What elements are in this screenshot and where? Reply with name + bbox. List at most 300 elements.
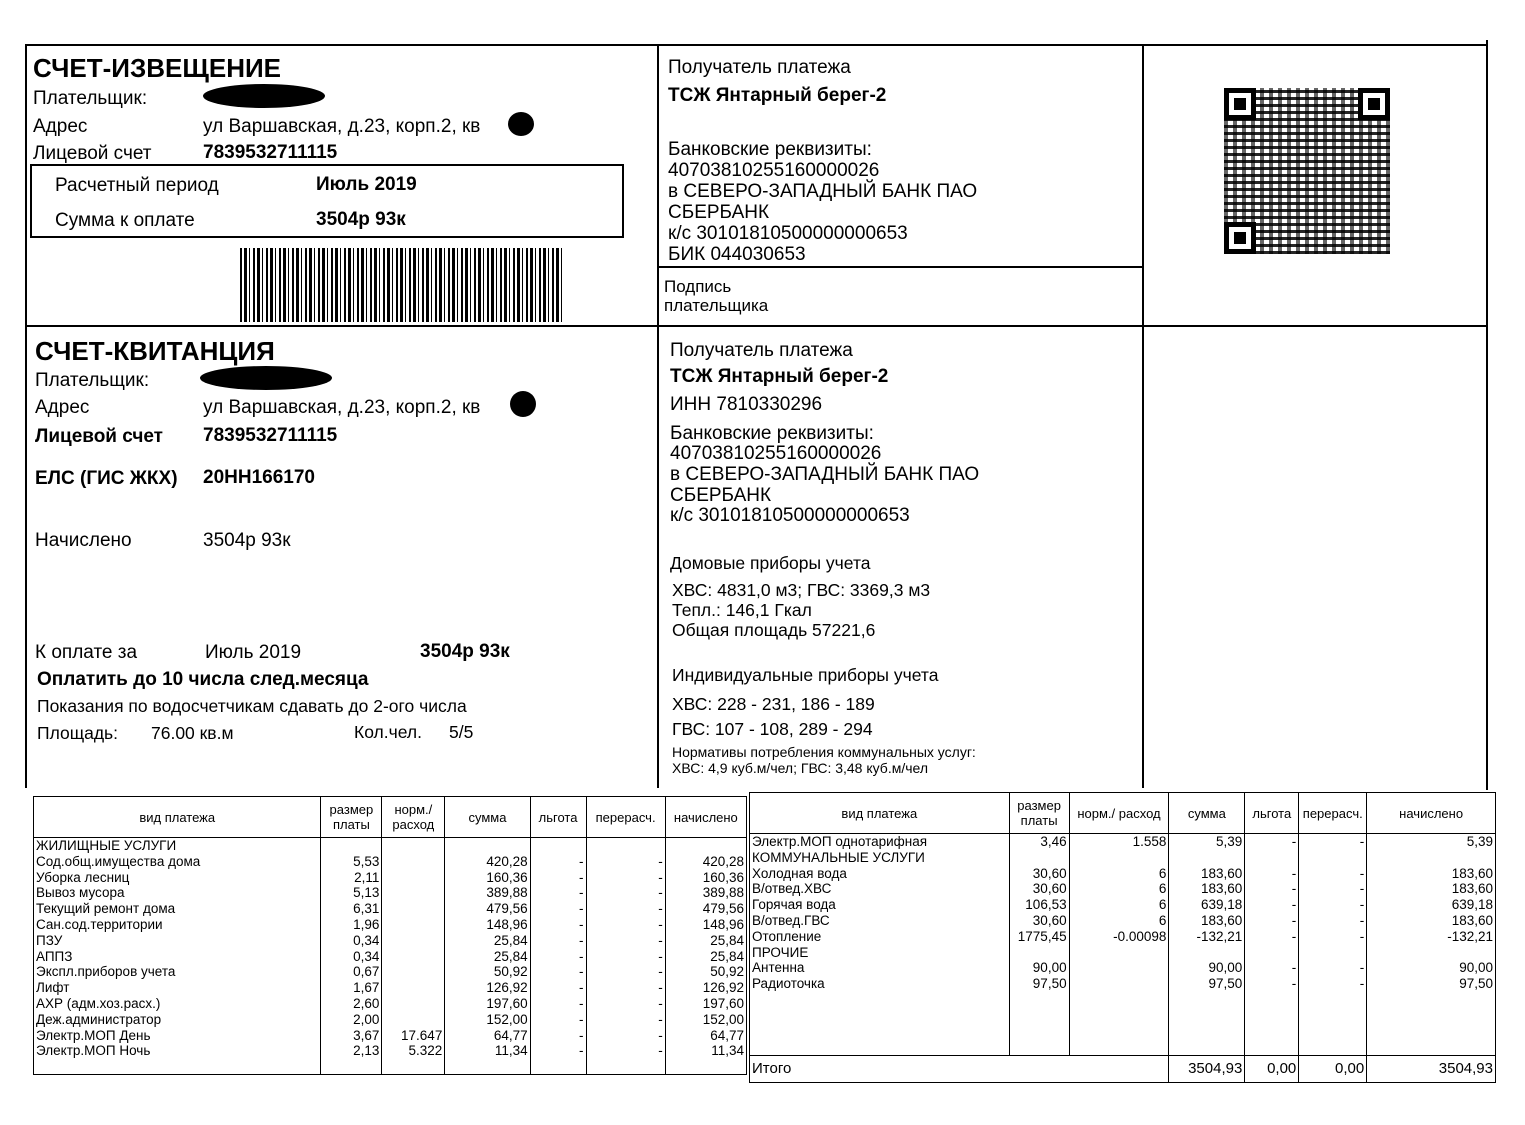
table-filler-row <box>750 992 1496 1008</box>
house-meters-label: Домовые приборы учета <box>670 553 871 573</box>
cell-recalc: - <box>586 1012 665 1028</box>
cell-charged: 5,39 <box>1367 834 1496 850</box>
receipt-recipient-label: Получатель платежа <box>670 340 853 361</box>
header-sum: сумма <box>1169 793 1245 834</box>
redacted-apartment-mark-2 <box>510 391 536 417</box>
payment-deadline: Оплатить до 10 числа след.месяца <box>37 669 369 690</box>
table-row <box>34 854 747 870</box>
table-row <box>750 945 1496 961</box>
cell-charged: 479,56 <box>665 901 746 917</box>
cell-recalc: - <box>586 1028 665 1044</box>
right-table-body <box>750 834 1496 1056</box>
cell-norm: 5.322 <box>382 1043 445 1059</box>
empty-cell <box>321 1059 382 1075</box>
norms-line-1: Нормативы потребления коммунальных услуг: <box>672 744 976 760</box>
cell-sum: 148,96 <box>445 917 530 933</box>
empty-cell <box>750 1024 1010 1040</box>
cell-sum: 160,36 <box>445 870 530 886</box>
notice-bank-label: Банковские реквизиты: <box>668 139 872 160</box>
cell-norm: 6 <box>1069 881 1169 897</box>
cell-recalc: - <box>586 980 665 996</box>
cell-rate: 6,31 <box>321 901 382 917</box>
meters-note: Показания по водосчетчикам сдавать до 2-ого числа <box>37 696 467 716</box>
total-label: Итого <box>750 1055 1169 1082</box>
cell-name: Сод.общ.имущества дома <box>34 854 321 870</box>
header-charged: начислено <box>1367 793 1496 834</box>
empty-cell <box>665 1059 746 1075</box>
cell-name: Электр.МОП однотарифная <box>750 834 1010 850</box>
cell-rate: 1,67 <box>321 980 382 996</box>
cell-benefit: - <box>530 964 586 980</box>
notice-payer-label: Плательщик: <box>33 88 148 109</box>
empty-cell <box>1367 992 1496 1008</box>
table-row <box>34 980 747 996</box>
cell-rate: 1,96 <box>321 917 382 933</box>
receipt-account-label: Лицевой счет <box>35 426 163 447</box>
period-label: Расчетный период <box>55 175 219 196</box>
header-benefit: льгота <box>530 797 586 838</box>
cell-charged: 639,18 <box>1367 897 1496 913</box>
notice-recipient-name: ТСЖ Янтарный берег-2 <box>668 85 887 106</box>
cell-sum: 183,60 <box>1169 913 1245 929</box>
empty-cell <box>382 1059 445 1075</box>
header-recalc: перерасч. <box>586 797 665 838</box>
cell-charged: 160,36 <box>665 870 746 886</box>
cell-norm <box>382 838 445 854</box>
left-table-body <box>34 838 747 1075</box>
notice-bank-name-1: в СЕВЕРО-ЗАПАДНЫЙ БАНК ПАО <box>668 181 978 202</box>
ind-meters-line-1: ХВС: 228 - 231, 186 - 189 <box>672 694 875 714</box>
cell-name: Текущий ремонт дома <box>34 901 321 917</box>
receipt-address-label: Адрес <box>35 397 90 418</box>
cell-rate: 2,60 <box>321 996 382 1012</box>
receipt-bank-name-2: СБЕРБАНК <box>670 485 772 506</box>
empty-cell <box>1169 1039 1245 1055</box>
empty-cell <box>1009 1024 1069 1040</box>
header-rate: размер платы <box>1009 793 1069 834</box>
cell-recalc: - <box>1299 929 1367 945</box>
cell-sum: -132,21 <box>1169 929 1245 945</box>
cell-sum: 90,00 <box>1169 960 1245 976</box>
period-value: Июль 2019 <box>316 174 417 195</box>
cell-benefit: - <box>530 996 586 1012</box>
cell-charged: 90,00 <box>1367 960 1496 976</box>
empty-cell <box>1367 1039 1496 1055</box>
notice-bik: БИК 044030653 <box>668 244 806 265</box>
cell-rate <box>1009 850 1069 866</box>
table-row <box>34 885 747 901</box>
cell-rate: 30,60 <box>1009 881 1069 897</box>
cell-charged: 97,50 <box>1367 976 1496 992</box>
table-row <box>750 913 1496 929</box>
cell-sum: 183,60 <box>1169 881 1245 897</box>
empty-cell <box>1169 1008 1245 1024</box>
receipt-bank-label: Банковские реквизиты: <box>670 423 874 444</box>
receipt-inn: ИНН 7810330296 <box>670 394 823 415</box>
notice-recipient-label: Получатель платежа <box>668 57 851 78</box>
cell-name: В/отвед.ГВС <box>750 913 1010 929</box>
cell-benefit: - <box>530 1012 586 1028</box>
cell-name: Вывоз мусора <box>34 885 321 901</box>
empty-cell <box>1367 1024 1496 1040</box>
table-row <box>750 881 1496 897</box>
pay-for-period: Июль 2019 <box>205 642 302 663</box>
cell-sum: 50,92 <box>445 964 530 980</box>
cell-charged: 152,00 <box>665 1012 746 1028</box>
cell-sum: 126,92 <box>445 980 530 996</box>
empty-cell <box>1069 992 1169 1008</box>
empty-cell <box>1169 1024 1245 1040</box>
cell-charged: 183,60 <box>1367 913 1496 929</box>
table-header-row <box>34 797 747 838</box>
els-value: 20НН166170 <box>203 467 315 488</box>
cell-rate: 2,13 <box>321 1043 382 1059</box>
cell-recalc <box>1299 945 1367 961</box>
cell-charged: 50,92 <box>665 964 746 980</box>
cell-name: Экспл.приборов учета <box>34 964 321 980</box>
pay-for-label: К оплате за <box>35 642 138 663</box>
empty-cell <box>1009 992 1069 1008</box>
signature-label-1: Подпись <box>664 277 732 296</box>
qr-separator <box>1142 44 1144 788</box>
total-sum: 3504,93 <box>1169 1055 1245 1082</box>
empty-cell <box>34 1059 321 1075</box>
cell-rate: 0,34 <box>321 933 382 949</box>
cell-recalc: - <box>1299 913 1367 929</box>
cell-name: Сан.сод.территории <box>34 917 321 933</box>
cell-sum: 64,77 <box>445 1028 530 1044</box>
table-row <box>750 960 1496 976</box>
qr-code <box>1224 88 1390 254</box>
cell-charged: 25,84 <box>665 949 746 965</box>
empty-cell <box>1367 1008 1496 1024</box>
cell-name: КОММУНАЛЬНЫЕ УСЛУГИ <box>750 850 1010 866</box>
cell-sum <box>1169 850 1245 866</box>
cell-name: АППЗ <box>34 949 321 965</box>
cell-recalc: - <box>1299 866 1367 882</box>
cell-rate: 2,00 <box>321 1012 382 1028</box>
empty-cell <box>750 1039 1010 1055</box>
cell-rate: 97,50 <box>1009 976 1069 992</box>
cell-rate <box>1009 945 1069 961</box>
cell-norm <box>382 949 445 965</box>
notice-account-value: 7839532711115 <box>203 142 338 163</box>
cell-norm <box>382 870 445 886</box>
cell-name: Радиоточка <box>750 976 1010 992</box>
table-row <box>34 949 747 965</box>
header-charged: начислено <box>665 797 746 838</box>
cell-rate: 0,34 <box>321 949 382 965</box>
empty-cell <box>1069 1024 1169 1040</box>
cell-rate: 0,67 <box>321 964 382 980</box>
cell-norm <box>382 854 445 870</box>
header-recalc: перерасч. <box>1299 793 1367 834</box>
table-row <box>34 901 747 917</box>
table-row <box>750 976 1496 992</box>
receipt-corr-account: к/с 30101810500000000653 <box>670 505 910 521</box>
empty-cell <box>445 1059 530 1075</box>
table-row <box>34 1028 747 1044</box>
cell-norm: 6 <box>1069 866 1169 882</box>
cell-recalc: - <box>586 901 665 917</box>
receipt-bank-name-1: в СЕВЕРО-ЗАПАДНЫЙ БАНК ПАО <box>670 464 980 485</box>
left-border <box>25 44 27 788</box>
notice-bank-account: 40703810255160000026 <box>668 160 880 181</box>
cell-recalc: - <box>586 949 665 965</box>
qr-finder-top-left <box>1224 88 1256 120</box>
notice-address-label: Адрес <box>33 116 88 137</box>
table-filler-row <box>34 1059 747 1075</box>
cell-name: Уборка лесниц <box>34 870 321 886</box>
cell-rate <box>321 838 382 854</box>
cell-name: ЖИЛИЩНЫЕ УСЛУГИ <box>34 838 321 854</box>
table-row <box>34 838 747 854</box>
cell-name: В/отвед.ХВС <box>750 881 1010 897</box>
cell-rate: 30,60 <box>1009 913 1069 929</box>
area-label: Площадь: <box>37 723 119 743</box>
house-meters-line-3: Общая площадь 57221,6 <box>672 620 876 640</box>
cell-sum: 420,28 <box>445 854 530 870</box>
cell-benefit <box>530 838 586 854</box>
cell-benefit <box>1245 945 1299 961</box>
cell-charged <box>1367 945 1496 961</box>
cell-charged: 126,92 <box>665 980 746 996</box>
right-border <box>1486 40 1488 790</box>
header-type: вид платежа <box>34 797 321 838</box>
ind-meters-label: Индивидуальные приборы учета <box>672 665 939 685</box>
people-value: 5/5 <box>449 722 474 742</box>
qr-finder-bottom-left <box>1224 222 1256 254</box>
els-label: ЕЛС (ГИС ЖКХ) <box>35 468 178 489</box>
empty-cell <box>1245 1039 1299 1055</box>
empty-cell <box>1245 992 1299 1008</box>
cell-recalc: - <box>1299 976 1367 992</box>
cell-rate: 106,53 <box>1009 897 1069 913</box>
empty-cell <box>1245 1024 1299 1040</box>
cell-sum: 152,00 <box>445 1012 530 1028</box>
cell-rate: 3,67 <box>321 1028 382 1044</box>
cell-rate: 5,53 <box>321 854 382 870</box>
amount-value: 3504р 93к <box>316 209 406 230</box>
cell-recalc: - <box>586 854 665 870</box>
table-filler-row <box>750 1008 1496 1024</box>
cell-benefit: - <box>1245 976 1299 992</box>
cell-norm <box>382 917 445 933</box>
cell-recalc: - <box>586 885 665 901</box>
cell-norm <box>1069 850 1169 866</box>
cell-charged: 148,96 <box>665 917 746 933</box>
empty-cell <box>1009 1039 1069 1055</box>
empty-cell <box>750 992 1010 1008</box>
cell-charged: 64,77 <box>665 1028 746 1044</box>
cell-recalc: - <box>586 964 665 980</box>
cell-benefit: - <box>530 901 586 917</box>
cell-norm <box>382 901 445 917</box>
cell-recalc <box>586 838 665 854</box>
table-row <box>34 870 747 886</box>
cell-recalc: - <box>1299 960 1367 976</box>
cell-benefit: - <box>530 854 586 870</box>
bank-box-bottom <box>657 266 1144 268</box>
total-recalc: 0,00 <box>1299 1055 1367 1082</box>
cell-name: ПЗУ <box>34 933 321 949</box>
cell-benefit: - <box>530 949 586 965</box>
table-filler-row <box>750 1039 1496 1055</box>
receipt-payer-label: Плательщик: <box>35 370 150 391</box>
header-norm: норм./ расход <box>382 797 445 838</box>
cell-benefit: - <box>530 1043 586 1059</box>
cell-norm <box>1069 945 1169 961</box>
empty-cell <box>1169 992 1245 1008</box>
cell-sum: 183,60 <box>1169 866 1245 882</box>
cell-norm <box>382 996 445 1012</box>
cell-rate: 30,60 <box>1009 866 1069 882</box>
mid-separator <box>25 325 1488 327</box>
header-benefit: льгота <box>1245 793 1299 834</box>
cell-name: АХР (адм.хоз.расх.) <box>34 996 321 1012</box>
notice-address-value: ул Варшавская, д.23, корп.2, кв <box>203 116 481 137</box>
notice-title: СЧЕТ-ИЗВЕЩЕНИЕ <box>33 53 282 83</box>
cell-norm <box>382 933 445 949</box>
receipt-account-value: 7839532711115 <box>203 425 338 446</box>
column-separator <box>657 44 659 788</box>
cell-norm <box>382 980 445 996</box>
empty-cell <box>1069 1008 1169 1024</box>
cell-sum: 5,39 <box>1169 834 1245 850</box>
empty-cell <box>530 1059 586 1075</box>
table-row <box>34 933 747 949</box>
receipt-bank-account: 40703810255160000026 <box>670 443 882 464</box>
table-filler-row <box>750 1024 1496 1040</box>
cell-rate: 1775,45 <box>1009 929 1069 945</box>
table-row <box>750 897 1496 913</box>
cell-charged <box>1367 850 1496 866</box>
barcode <box>240 248 564 322</box>
cell-rate: 5,13 <box>321 885 382 901</box>
header-sum: сумма <box>445 797 530 838</box>
cell-recalc: - <box>586 917 665 933</box>
total-row <box>750 1055 1496 1082</box>
cell-recalc <box>1299 850 1367 866</box>
charges-table-left <box>33 796 747 1075</box>
cell-sum: 479,56 <box>445 901 530 917</box>
cell-sum: 97,50 <box>1169 976 1245 992</box>
cell-sum <box>445 838 530 854</box>
header-type: вид платежа <box>750 793 1010 834</box>
charged-label: Начислено <box>35 530 132 551</box>
table-header-row <box>750 793 1496 834</box>
cell-benefit: - <box>530 870 586 886</box>
notice-bank-name-2: СБЕРБАНК <box>668 202 770 223</box>
redacted-payer-mark-2 <box>200 366 332 390</box>
cell-name: ПРОЧИЕ <box>750 945 1010 961</box>
cell-benefit: - <box>1245 913 1299 929</box>
cell-norm: 1.558 <box>1069 834 1169 850</box>
table-row <box>34 1012 747 1028</box>
cell-charged: 183,60 <box>1367 881 1496 897</box>
cell-recalc: - <box>1299 881 1367 897</box>
empty-cell <box>1299 1039 1367 1055</box>
cell-benefit: - <box>530 917 586 933</box>
cell-benefit: - <box>1245 881 1299 897</box>
top-border <box>25 44 1488 46</box>
charges-table-right <box>749 792 1496 1083</box>
cell-benefit: - <box>530 885 586 901</box>
cell-sum: 197,60 <box>445 996 530 1012</box>
area-value: 76.00 кв.м <box>151 723 234 743</box>
cell-recalc: - <box>1299 834 1367 850</box>
notice-account-label: Лицевой счет <box>33 143 152 164</box>
cell-recalc: - <box>586 870 665 886</box>
table-row <box>750 929 1496 945</box>
house-meters-line-1: ХВС: 4831,0 м3; ГВС: 3369,3 м3 <box>672 580 931 600</box>
qr-finder-top-right <box>1358 88 1390 120</box>
table-row <box>750 850 1496 866</box>
cell-name: Деж.администратор <box>34 1012 321 1028</box>
cell-norm: 6 <box>1069 913 1169 929</box>
table-row <box>750 834 1496 850</box>
cell-norm: -0.00098 <box>1069 929 1169 945</box>
table-row <box>34 917 747 933</box>
cell-name: Электр.МОП Ночь <box>34 1043 321 1059</box>
cell-name: Лифт <box>34 980 321 996</box>
empty-cell <box>1299 1008 1367 1024</box>
empty-cell <box>1299 992 1367 1008</box>
house-meters-line-2: Тепл.: 146,1 Гкал <box>672 600 812 620</box>
cell-name: Отопление <box>750 929 1010 945</box>
signature-label-2: плательщика <box>664 296 769 315</box>
empty-cell <box>1069 1039 1169 1055</box>
cell-charged <box>665 838 746 854</box>
charged-value: 3504р 93к <box>203 530 291 551</box>
table-row <box>34 996 747 1012</box>
cell-benefit: - <box>530 1028 586 1044</box>
cell-benefit: - <box>1245 866 1299 882</box>
cell-rate: 90,00 <box>1009 960 1069 976</box>
empty-cell <box>586 1059 665 1075</box>
cell-norm <box>382 1012 445 1028</box>
cell-sum: 11,34 <box>445 1043 530 1059</box>
cell-sum: 639,18 <box>1169 897 1245 913</box>
cell-name: Горячая вода <box>750 897 1010 913</box>
total-charged: 3504,93 <box>1367 1055 1496 1082</box>
cell-charged: 25,84 <box>665 933 746 949</box>
table-row <box>34 1043 747 1059</box>
cell-benefit: - <box>1245 929 1299 945</box>
empty-cell <box>750 1008 1010 1024</box>
cell-charged: -132,21 <box>1367 929 1496 945</box>
cell-norm <box>382 964 445 980</box>
cell-name: Антенна <box>750 960 1010 976</box>
cell-sum: 25,84 <box>445 933 530 949</box>
cell-charged: 11,34 <box>665 1043 746 1059</box>
cell-sum: 25,84 <box>445 949 530 965</box>
cell-charged: 420,28 <box>665 854 746 870</box>
cell-norm <box>382 885 445 901</box>
cell-recalc: - <box>1299 897 1367 913</box>
corr-account-clip <box>670 505 970 521</box>
cell-charged: 197,60 <box>665 996 746 1012</box>
cell-sum: 389,88 <box>445 885 530 901</box>
cell-benefit: - <box>1245 897 1299 913</box>
table-row <box>750 866 1496 882</box>
cell-recalc: - <box>586 996 665 1012</box>
cell-sum <box>1169 945 1245 961</box>
cell-benefit: - <box>1245 960 1299 976</box>
redacted-apartment-mark <box>508 112 534 136</box>
receipt-recipient-name: ТСЖ Янтарный берег-2 <box>670 366 889 387</box>
pay-for-amount: 3504р 93к <box>420 641 510 662</box>
